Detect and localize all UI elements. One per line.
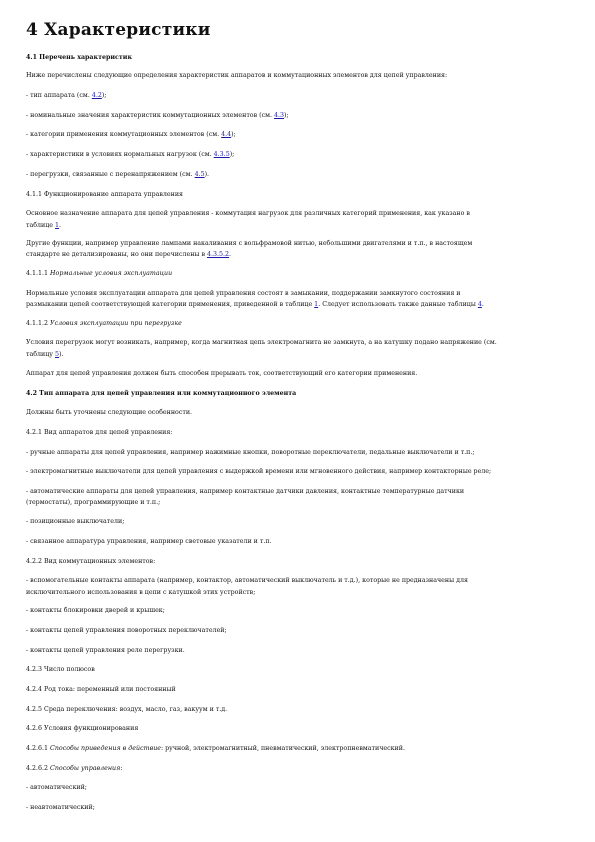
heading-4-2-2: 4.2.2 Вид коммутационных элементов: — [26, 558, 156, 565]
section-title: 4 Характеристики — [26, 20, 211, 40]
list-item: - автоматический; — [26, 784, 87, 791]
list-item: - позиционные выключатели; — [26, 518, 125, 525]
paragraph-line: Аппарат для цепей управления должен быть способен прерывать ток, соответствующий его категории применения. — [26, 370, 418, 377]
link-4-3-5[interactable]: 4.3.5 — [213, 151, 230, 158]
list-item: - связанное аппаратура управления, например световые указатели и т.п. — [26, 538, 272, 545]
heading-4-2-4: 4.2.4 Род тока: переменный или постоянный — [26, 686, 176, 693]
list-item: - категории применения коммутационных элементов (см. 4.4); — [26, 131, 236, 138]
list-item: - контакты блокировки дверей и крышек; — [26, 607, 165, 614]
heading-4-2-6-1: 4.2.6.1 Способы приведения в действие: ручной, электромагнитный, пневматический, электропневматический. — [26, 745, 405, 752]
list-item: - контакты цепей управления реле перегрузки. — [26, 647, 185, 654]
paragraph-line: Основное назначение аппарата для цепей управления - коммутация нагрузок для различных категорий применения, как указано в — [26, 210, 470, 217]
paragraph-line: Нормальные условия эксплуатации аппарата для цепей управления состоят в замыкании, поддержании замкнутого состояния и — [26, 290, 461, 297]
paragraph-line: размыкании цепей соответствующей категории применения, приведенной в таблице 1. Следует использовать также данные таблицы 4. — [26, 301, 484, 308]
link-4-3[interactable]: 4.3 — [274, 112, 285, 119]
paragraph-line: Условия перегрузок могут возникать, например, когда магнитная цепь электромагнита не замкнута, а на катушку подано напряжение (см. — [26, 339, 497, 346]
list-item: - контакты цепей управления поворотных переключателей; — [26, 627, 227, 634]
paragraph-line: Должны быть уточнены следующие особенности. — [26, 409, 193, 416]
link-4-5[interactable]: 4.5 — [194, 171, 205, 178]
link-4-3-5-2[interactable]: 4.3.5.2 — [207, 251, 230, 258]
list-item: - ручные аппараты для цепей управления, например нажимные кнопки, поворотные переключатели, педальные выключатели и т.п.; — [26, 449, 475, 456]
heading-4-1-1-2: 4.1.1.2 Условия эксплуатации при перегрузке — [26, 320, 182, 327]
heading-4-2-6-2: 4.2.6.2 Способы управления: — [26, 765, 123, 772]
heading-4-1: 4.1 Перечень характеристик — [26, 54, 132, 61]
paragraph-line: таблицу 5). — [26, 351, 64, 358]
link-table-1[interactable]: 1 — [55, 222, 60, 229]
intro-paragraph: Ниже перечислены следующие определения характеристик аппаратов и коммутационных элементов для цепей управления: — [26, 72, 448, 79]
link-4-4[interactable]: 4.4 — [221, 131, 232, 138]
paragraph-line: стандарте не детализированы, но они перечислены в 4.3.5.2. — [26, 251, 232, 258]
heading-4-2: 4.2 Тип аппарата для цепей управления или коммутационного элемента — [26, 390, 297, 397]
list-item: - перегрузки, связанные с перенапряжением (см. 4.5). — [26, 171, 210, 178]
list-item: - тип аппарата (см. 4.2); — [26, 92, 107, 99]
heading-4-2-5: 4.2.5 Среда переключения: воздух, масло, газ, вакуум и т.д. — [26, 706, 228, 713]
list-item: - характеристики в условиях нормальных нагрузок (см. 4.3.5); — [26, 151, 235, 158]
link-table-4[interactable]: 4 — [477, 301, 482, 308]
link-4-2[interactable]: 4.2 — [91, 92, 102, 99]
list-item: - номинальные значения характеристик коммутационных элементов (см. 4.3); — [26, 112, 289, 119]
paragraph-line: Другие функции, например управление лампами накаливания с вольфрамовой нитью, небольшими двигателями и т.п., в настоящем — [26, 240, 473, 247]
list-item: - электромагнитные выключатели для цепей управления с выдержкой времени или мгновенного действия, например контакторные реле; — [26, 468, 492, 475]
heading-4-2-6: 4.2.6 Условия функционирования — [26, 725, 139, 732]
paragraph-line: таблице 1. — [26, 222, 62, 229]
list-item: - вспомогательные контакты аппарата (например, контактор, автоматический выключатель и т.д.), которые не предназначены для — [26, 577, 468, 584]
list-item: - неавтоматический; — [26, 804, 95, 811]
list-item: исключительного использования в цепи с катушкой этих устройств; — [26, 589, 256, 596]
link-table-5[interactable]: 5 — [54, 351, 59, 358]
link-table-1[interactable]: 1 — [314, 301, 319, 308]
heading-4-1-1-1: 4.1.1.1 Нормальные условия эксплуатации — [26, 270, 173, 277]
heading-4-1-1: 4.1.1 Функционирование аппарата управления — [26, 191, 184, 198]
heading-4-2-1: 4.2.1 Вид аппаратов для цепей управления: — [26, 429, 173, 436]
heading-4-2-3: 4.2.3 Число полюсов — [26, 666, 95, 673]
list-item: (термостаты), программирующие и т.п.; — [26, 499, 161, 506]
list-item: - автоматические аппараты для цепей управления, например контактные датчики давления, контактные температурные датчики — [26, 488, 465, 495]
